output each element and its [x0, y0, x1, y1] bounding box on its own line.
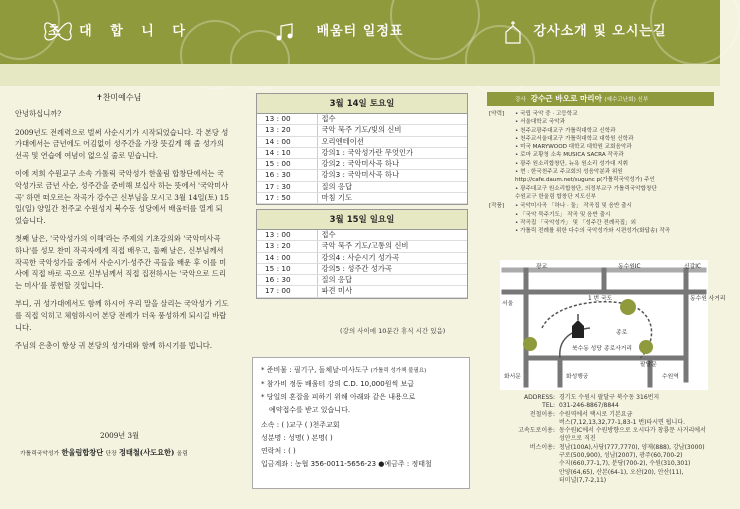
address-block: [485, 394, 720, 485]
reg-line: * 준비물 : 필기구, 돌체날-미사도구 (가톨릭 성가책 불필요): [261, 366, 427, 374]
schedule-time: 16 : 30: [257, 275, 317, 286]
address-row: [485, 411, 720, 419]
schedule-time: 15 : 10: [257, 263, 317, 274]
schedule-item: 강의5 : 성주간 성가곡: [317, 263, 467, 274]
schedule-row: [257, 159, 467, 170]
address-value: 청남(100A),사당(777,7770), 양재(888), 강남(3000): [559, 443, 705, 451]
address-row: [485, 427, 720, 435]
header-lecturer-title: 강사소개 및 오시는길: [533, 24, 667, 39]
bio-line: • 가톨릭 전례를 위한 다수의 국악성가와 시편성가(화답송) 작곡: [515, 228, 671, 235]
reg-account: 입금계좌 : 농협 356-0011-5656-23 ●예금주 : 정태철: [261, 460, 432, 468]
map-label: 서울: [502, 301, 514, 307]
header-invite: [0, 0, 240, 64]
schedule-item: 국악 묵주 기도/고통의 신비: [317, 241, 467, 252]
schedule-item: 국악 묵주 기도/빛의 신비: [317, 125, 467, 136]
schedule-item: 질의 응답: [317, 181, 467, 192]
day1-table: [257, 114, 467, 204]
map-label: 동수원 사거리: [690, 296, 726, 302]
reg-line: * 참가비 정동 배움터 강의 C.D. 10,000원씩 보급: [261, 380, 414, 388]
letter-paragraph: 2009년도 전례력으로 벌써 사순시기가 시작되었습니다. 각 본당 성가대에서는 금년에도 어김없이 성주간을 가장 뜻깊게 해 줄 성가의 선곡 및 연습에 여념이 없으실 줄로 믿습니다.: [15, 127, 229, 160]
works-section: [489, 202, 717, 235]
schedule-day1: [256, 93, 468, 205]
map-label: 신갈IC: [684, 264, 701, 270]
schedule-item: 접수: [317, 114, 467, 125]
map-label: 동수원IC: [618, 264, 641, 270]
address-value: 경기도 수원시 팔달구 북수동 316번지: [559, 394, 660, 401]
day1-title: 3월 14일 토요일: [257, 94, 467, 114]
letter-paragraph: 첫째 날은, '국악성가의 이해'라는 주제의 기초강의와 '국악미사곡 하나'를 성모 찬미 작곡자에게 직접 배우고, 둘째 날은, 신부님께서 작곡한 국악성가들 중에서 사순시기·성주간 곡들을 배운 후 이를 미사에 직접 바로 곡으로 신부님께서 직접 집전하시는 '국악으로 드리는 미사'를 봉헌할 것입니다.: [15, 234, 227, 290]
schedule-row: [257, 263, 467, 274]
address-value: 안양(64,65), 산본(64-1), 오산(20), 안산(11),: [559, 468, 684, 476]
letter-body: [15, 108, 229, 359]
reg-field-name[interactable]: 성분명 : 성명( ) 본명( ): [261, 434, 333, 442]
location-map: [500, 260, 726, 390]
schedule-item: 질의 응답: [317, 275, 467, 286]
bio-line: • 광주대교구 원소리합창단, 의정부교구 가톨릭국악합창단: [515, 185, 657, 192]
reg-line: 예약접수를 받고 있습니다.: [269, 406, 351, 414]
letter-date: 2009년 3월: [100, 431, 140, 440]
address-key: 고속도로이용:: [518, 427, 555, 435]
schedule-time: 15 : 00: [257, 159, 317, 170]
bio-line: • 작곡집 「국악성가」 및 「성주간 전례곡집」외: [515, 219, 637, 226]
schedule-row: [257, 193, 467, 204]
schedule-row: [257, 286, 467, 297]
schedule-time: 13 : 00: [257, 114, 317, 125]
schedule-time: 17 : 50: [257, 193, 317, 204]
schedule-day2: [256, 209, 468, 299]
bio-line: • 천주교서울대교구 가톨릭대학교 대학원 신학과: [515, 135, 634, 142]
header-invite-title: 초 대 합 니 다: [48, 24, 192, 39]
map-label: 북수동 성당: [572, 346, 602, 352]
address-value: 구로(500,900), 성남(2007), 광주(60,700-2): [559, 452, 683, 460]
salutation: ✝찬미예수님: [96, 93, 142, 102]
letter-paragraph: 이에 저희 수원교구 소속 가톨릭 국악성가 한울림 합창단에서는 국악성가로 금년 사순, 성주간을 준비해 보십사 하는 뜻에서 '국악미사곡' 하면 떠오르는 작곡가 강수근 신부님을 모시고 3월 14일(토) 15일(일) 양일간 천주교 수원성지 북수동 성당에서 배움터를 열게 되었습니다.: [15, 169, 229, 225]
schedule-row: [257, 114, 467, 125]
bio-line: 수원교구 한울림 합창단 지도신부: [515, 193, 596, 200]
schedule-item: 오리엔테이션: [317, 136, 467, 147]
schedule-row: [257, 125, 467, 136]
address-value: 터미널(7,7-2,11): [559, 476, 607, 484]
schedule-time: 14 : 00: [257, 252, 317, 263]
bio-line: • 서울대학교 국악과: [515, 119, 566, 126]
address-row: [485, 469, 720, 477]
header-schedule: [240, 0, 480, 64]
bio-line: • 국악미사곡 「하나 · 둘」 작곡집 및 음반 출시: [515, 203, 632, 210]
address-value: 버스(7,12,13,32,77-1,83-1 번)타시면 됩니다.: [559, 418, 686, 426]
address-key: TEL:: [542, 402, 555, 410]
address-value: 성안으로 직진: [559, 435, 596, 443]
bio-line: • 국립 국악 중 · 고등학교: [515, 111, 578, 117]
map-label: 화성행궁: [566, 374, 589, 380]
address-row: [485, 394, 720, 402]
lecturer-banner: 강사 강수근 바오로 마리아 (예수고난회) 신부: [487, 92, 714, 106]
letter-paragraph: 부디, 귀 성가대에서도 함께 하시어 우리 말을 살리는 국악성가 기도를 직접 익히고 체험하시어 본당 전례가 더욱 풍성하게 되시길 바랍니다.: [15, 299, 229, 332]
header-lecturer: [480, 0, 720, 64]
address-row: [485, 402, 720, 410]
schedule-row: [257, 170, 467, 181]
address-value: 수지(660,77-1,7), 분당(700-2), 수원(310,301): [559, 460, 691, 468]
schedule-row: [257, 147, 467, 158]
schedule-row: [257, 275, 467, 286]
letter-signer: 가톨릭국악성가 한울림합창단 단장 정태철(사도요한) 올림: [20, 448, 188, 457]
reg-field-affiliation[interactable]: 소속 : ( )교구 ( )천주교회: [261, 421, 340, 429]
map-label: 팔달문: [640, 362, 657, 368]
address-key: 버스이용:: [529, 443, 555, 451]
address-row: [485, 444, 720, 452]
schedule-row: [257, 241, 467, 252]
letter-paragraph: 주님의 은총이 항상 귀 본당의 성가대와 함께 하시기를 빕니다.: [15, 341, 213, 351]
schedule-row: [257, 181, 467, 192]
header-schedule-title: 배움터 일정표: [316, 24, 404, 39]
map-label: 종로사거리: [604, 346, 632, 352]
lecturer-bio: [489, 110, 717, 235]
bio-line: • 「국악 묵주기도」 작곡 및 음반 출시: [515, 211, 611, 218]
address-value: 동수원IC에서 수원방향으로 오시다가 창룡문 사거리에서: [559, 427, 706, 435]
schedule-row: [257, 230, 467, 241]
day2-table: [257, 230, 467, 298]
reg-line: * 당일의 혼잡을 피하기 위해 아래와 같은 내용으로: [261, 393, 416, 401]
address-row: [485, 460, 720, 468]
address-row: [485, 419, 720, 427]
registration-box: [252, 357, 470, 489]
career-section: [489, 110, 717, 201]
works-label: [작품]: [489, 203, 505, 210]
bio-line: • 현 : 한국천주교 주교회의 성음악분과 위원: [515, 169, 623, 176]
header-band: [0, 64, 720, 86]
map-label: 수원역: [662, 374, 679, 380]
address-row: [485, 477, 720, 485]
bio-line: • 미국 MARYWOOD 대학교 대학원 교회음악과: [515, 144, 632, 151]
schedule-time: 13 : 20: [257, 125, 317, 136]
map-label: 화서문: [504, 374, 521, 380]
address-key: 전철이용:: [529, 410, 555, 418]
schedule-note: (강의 사이에 10분간 휴식 시간 있음): [340, 327, 446, 335]
bio-line: http://cafe.daum.net/sugunc p(가톨릭국악성가) 주인: [515, 177, 655, 184]
reg-field-contact[interactable]: 연락처 : ( ): [261, 447, 296, 455]
schedule-time: 14 : 10: [257, 147, 317, 158]
schedule-time: 17 : 00: [257, 286, 317, 297]
address-row: [485, 435, 720, 443]
bio-line: • 천주교광주대교구 가톨릭대학교 신학과: [515, 127, 616, 134]
day2-title: 3월 15일 일요일: [257, 210, 467, 230]
map-label: 1 번 국도: [588, 296, 613, 302]
invitation-column: [0, 86, 240, 509]
schedule-item: 강의4 : 사순시기 성가곡: [317, 252, 467, 263]
bio-line: • 광주 원소리합창단, 뉴욕 원소리 성가대 지휘: [515, 160, 629, 167]
bio-line: • 로마 교황청 소속 MUSICA SACRA 작곡과: [515, 152, 624, 159]
career-label: [약력]: [489, 111, 505, 117]
schedule-time: 16 : 30: [257, 170, 317, 181]
schedule-time: 13 : 20: [257, 241, 317, 252]
address-value: 031-246-8867/8844: [559, 402, 619, 410]
schedule-time: 17 : 30: [257, 181, 317, 192]
schedule-item: 강의1 : 국악성가란 무엇인가: [317, 147, 467, 158]
schedule-row: [257, 252, 467, 263]
map-label: 광교: [536, 264, 548, 270]
address-value: 수원역에서 택시로 기본요금: [559, 410, 633, 418]
schedule-item: 마침 기도: [317, 193, 467, 204]
address-key: ADDRESS:: [524, 394, 555, 401]
letter-paragraph: 안녕하십니까?: [15, 109, 62, 118]
schedule-item: 강의2 : 국악미사곡 하나: [317, 159, 467, 170]
map-label: 종로: [616, 330, 628, 336]
schedule-item: 접수: [317, 230, 467, 241]
schedule-time: 14 : 00: [257, 136, 317, 147]
schedule-item: 강의3 : 국악미사곡 하나: [317, 170, 467, 181]
schedule-item: 파견 미사: [317, 286, 467, 297]
schedule-time: 13 : 00: [257, 230, 317, 241]
schedule-row: [257, 136, 467, 147]
